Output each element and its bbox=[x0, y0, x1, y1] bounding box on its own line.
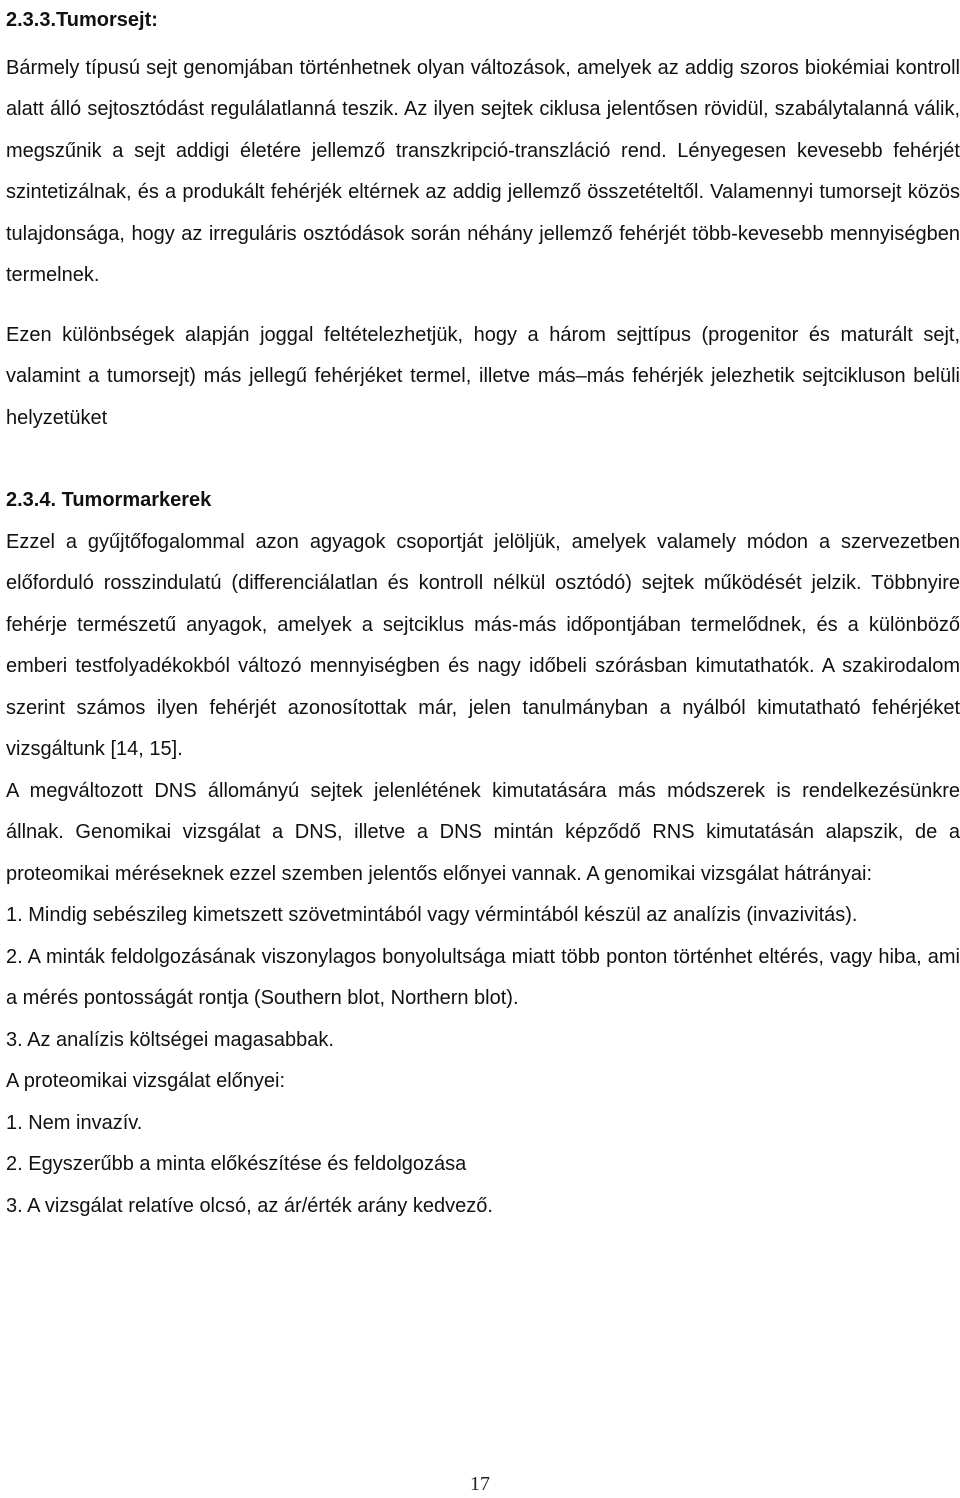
section-heading-tumorsejt: 2.3.3.Tumorsejt: bbox=[6, 9, 158, 31]
section-spacer bbox=[6, 439, 960, 479]
proteomic-advantages-intro: A proteomikai vizsgálat előnyei: bbox=[6, 1070, 286, 1092]
list-item-proteomic-advantage-3: 3. A vizsgálat relatíve olcsó, az ár/érték arány kedvező. bbox=[6, 1194, 493, 1217]
list-item-proteomic-advantage-2: 2. Egyszerűbb a minta előkészítése és feldolgozása bbox=[6, 1153, 467, 1175]
list-item-genomic-disadvantage-2: 2. A minták feldolgozásának viszonylagos bonyolultsága miatt több ponton történhet eltérés, vagy hiba, ami a mérés pontosságát rontja (Southern blot, Northern blot). bbox=[6, 945, 960, 1009]
list-item-proteomic-advantage-1: 1. Nem invazív. bbox=[6, 1111, 143, 1134]
list-item-genomic-disadvantage-3: 3. Az analízis költségei magasabbak. bbox=[6, 1028, 334, 1051]
section-heading-tumormarkerek: 2.3.4. Tumormarkerek bbox=[6, 489, 212, 511]
paragraph-tumormarkerek-2: A megváltozott DNS állományú sejtek jelenlétének kimutatására más módszerek is rendelkezésünkre állnak. Genomikai vizsgálat a DNS, illetve a DNS mintán képződő RNS kimutatásán alapszik, de a proteomikai méréseknek ezzel szemben jelentős előnyei vannak. A genomikai vizsgálat hátrányai: bbox=[6, 779, 960, 885]
paragraph-tumorsejt-1: Bármely típusú sejt genomjában történhetnek olyan változások, amelyek az addig szoros biokémiai kontroll alatt álló sejtosztódást regulálatlanná teszik. Az ilyen sejtek ciklusa jelentősen rövidül, szabálytalanná válik, megszűnik a sejt addigi életére jellemző transzkripció-transzláció rend. Lényegesen kevesebb fehérjét szintetizálnak, és a produkált fehérjék eltérnek az addig jellemző összetételtől. Valamennyi tumorsejt közös tulajdonsága, hogy az irreguláris osztódások során néhány jellemző fehérjét több-kevesebb mennyiségben termelnek. bbox=[6, 56, 960, 286]
document-page bbox=[6, 0, 960, 1498]
page-number: 17 bbox=[470, 1473, 490, 1495]
paragraph-tumorsejt-2: Ezen különbségek alapján joggal feltételezhetjük, hogy a három sejttípus (progenitor és maturált sejt, valamint a tumorsejt) más jellegű fehérjéket termel, illetve más–más fehérjék jelezhetik sejtcikluson belüli helyzetüket bbox=[6, 323, 960, 429]
list-item-genomic-disadvantage-1: 1. Mindig sebészileg kimetszett szövetmintából vagy vérmintából készül az analízis (invazivitás). bbox=[6, 904, 858, 926]
paragraph-tumormarkerek-1: Ezzel a gyűjtőfogalommal azon agyagok csoportját jelöljük, amelyek valamely módon a szervezetben előforduló rosszindulatú (differenciálatlan és kontroll nélkül osztódó) sejtek működését jelzik. Többnyire fehérje természetű anyagok, amelyek a sejtciklus más-más időpontjában termelődnek, és a különböző emberi testfolyadékokból változó mennyiségben és nagy időbeli szórásban kimutathatók. A szakirodalom szerint számos ilyen fehérjét azonosítottak már, jelen tanulmányban a nyálból kimutatható fehérjéket vizsgáltunk [14, 15]. bbox=[6, 530, 960, 760]
